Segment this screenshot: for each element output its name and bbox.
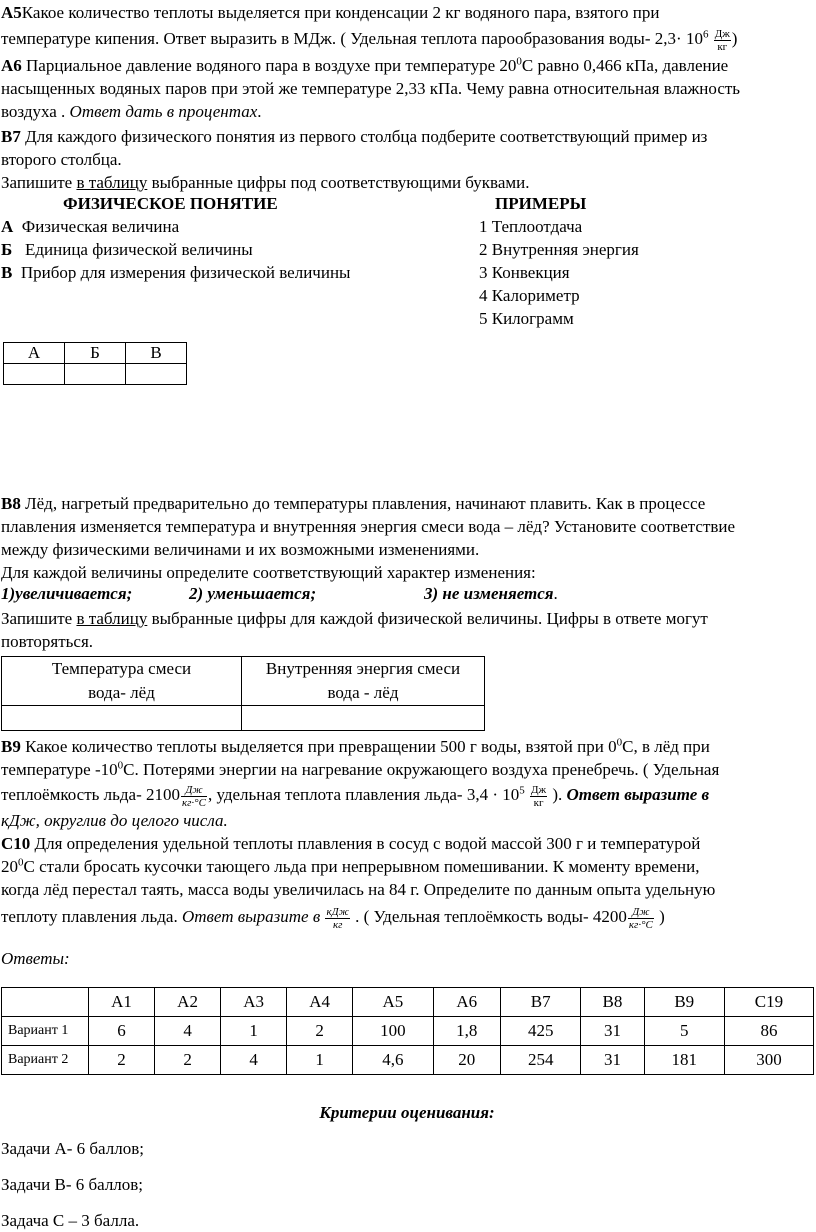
b8-answer-table: Температура смеси вода- лёд Внутренняя энергия смеси вода - лёд <box>1 656 485 731</box>
unit-fraction: $\frac{Дж}{кг}$ <box>531 783 547 809</box>
criteria-title: Критерии оценивания: <box>319 1103 495 1122</box>
unit-fraction: $\frac{\text{кДж}}{кг}$ <box>326 905 349 931</box>
unit-fraction: $\frac{Дж}{кг\cdot^\circ С}$ <box>182 783 206 809</box>
answer-cell[interactable] <box>242 706 485 731</box>
b7-headers: ФИЗИЧЕСКОЕ ПОНЯТИЕ ПРИМЕРЫ <box>63 194 587 213</box>
task-a5-line2: температуре кипения. Ответ выразить в МДж. ( Удельная теплота парообразования воды- $2,3\cdot 10^6$ $\frac{Дж}{кг}$ ) <box>1 27 738 53</box>
task-b9: В9 Какое количество теплоты выделяется при превращении 500 г воды, взятой при $0^0С$, в лёд при <box>1 736 710 756</box>
table-row: Вариант 2 2 2 4 1 4,6 20 254 31 181 300 <box>2 1046 814 1075</box>
task-a5: А5Какое количество теплоты выделяется при конденсации 2 кг водяного пара, взятого при <box>1 3 660 22</box>
criteria-item: Задача С – 3 балла. <box>1 1211 140 1230</box>
table-row: Вариант 1 6 4 1 2 100 1,8 425 31 5 86 <box>2 1017 814 1046</box>
unit-fraction: $\frac{Дж}{кг\cdot^\circ С}$ <box>628 905 653 931</box>
b7-row-2: Б Единица физической величины 2 Внутренняя энергия <box>1 240 639 259</box>
b7-row-3: В Прибор для измерения физической величины 3 Конвекция <box>1 263 570 282</box>
b7-row-1: А Физическая величина 1 Теплоотдача <box>1 217 583 236</box>
answer-cell[interactable] <box>126 364 187 385</box>
answers-title: Ответы: <box>1 949 70 968</box>
unit-fraction: $\frac{Дж}{кг}$ <box>714 27 730 53</box>
answer-cell[interactable] <box>4 364 65 385</box>
answers-table <box>1 987 814 1075</box>
b7-row-4: 4 Калориметр <box>479 286 580 305</box>
criteria-item: Задачи В- 6 баллов; <box>1 1175 144 1194</box>
task-a6: А6 Парциальное давление водяного пара в воздухе при температуре $20^0С$ равно 0,466 кПа, давление <box>1 55 729 75</box>
task-b7: В7 Для каждого физического понятия из первого столбца подберите соответствующий пример из <box>1 127 708 146</box>
document-page: А5Какое количество теплоты выделяется при конденсации 2 кг водяного пара, взятого при температуре кипения. Ответ выразить в МДж. ( Удельная теплота парообразования воды- $2,3\cdot 10^6$ $\frac{Дж}{кг}$ ) А6 Парциальное давление водяного пара в воздухе при температуре $20^0С$ равно 0,466 кПа, давление насыщенных водяных паров при этой же температуре 2,33 кПа. Чему равна относительная влажность воздуха . Ответ дать в процентах. В7 Для каждого физического понятия из первого столбца подберите соответствующий пример из второго столбца. Запишите в таблицу выбранные цифры под соответствующими буквами. ФИЗИЧЕСКОЕ ПОНЯТИЕ ПРИМЕРЫ А Физическая величина 1 Теплоотдача Б Единица физической величины 2 Внутренняя энергия В Прибор для измерения физической величины 3 Конвекция 4 Калориметр 5 Килограмм А Б В В8 Лёд, нагретый предварительно до температуры плавления, начинают плавить. Как в процессе плавления изменяется температура и внутренняя энергия смеси вода – лёд? Установите соответствие между физическими величинами и их возможными изменениями. Для каждой величины определите соответствующий характер изменения: 1)увеличивается; 2) уменьшается; 3) не изменяется. Запишите в таблицу выбранные цифры для каждой физической величины. Цифры в ответе могут повторяться. Температура смеси вода- лёд Внутренняя энергия смеси вода - лёд В9 Какое количество теплоты выделяется при превращении 500 г воды, взятой при $0^0С$, в лёд при температуре $-10^0С$. Потерями энергии на нагревание окружающего воздуха пренебречь. ( Удельная теплоёмкость льда- 2100 $\frac{Дж}{кг\cdot^\circ С}$ , удельная теплота плавления льда- $3,4 \cdot 10^5$ $\frac{Дж}{кг}$ ). Ответ выразите в кДж, округлив до целого числа. С10 Для определения удельной теплоты плавления в сосуд с водой массой 300 г и температурой $20^0С$ стали бросать кусочки тающего льда при непрерывном помешивании. К моменту времени, когда лёд перестал таять, масса воды увеличилась на 84 г. Определите по данным опыта удельную теплоту плавления льда. Ответ выразите в $\frac{\text{кДж}}{кг}$ . ( Удельная теплоёмкость воды- 4200 $\frac{Дж}{кг\cdot^\circ С}$ ) Ответы: А1 А2 А3 А4 А5 А6 В7 В8 В9 С19 Вариант 1 6 4 1 2 100 1,8 425 31 5 86 Вариант 2 2 2 4 1 4,6 20 254 31 181 300 Критерии оценивания: Задачи А- 6 баллов; Задачи В- 6 баллов; Задача С – 3 балла. <box>0 0 813 1232</box>
task-number: А5 <box>1 3 22 22</box>
b8-options: 1)увеличивается; 2) уменьшается; 3) не изменяется. <box>1 584 558 603</box>
criteria-item: Задачи А- 6 баллов; <box>1 1139 144 1158</box>
b7-row-5: 5 Килограмм <box>479 309 574 328</box>
table-row: А1 А2 А3 А4 А5 А6 В7 В8 В9 С19 <box>2 988 814 1017</box>
task-c10: С10 Для определения удельной теплоты плавления в сосуд с водой массой 300 г и температурой <box>1 834 701 853</box>
answer-cell[interactable] <box>2 706 242 731</box>
b7-answer-table: А Б В <box>3 342 187 385</box>
task-b8: В8 Лёд, нагретый предварительно до температуры плавления, начинают плавить. Как в процессе <box>1 494 706 513</box>
answer-cell[interactable] <box>65 364 126 385</box>
